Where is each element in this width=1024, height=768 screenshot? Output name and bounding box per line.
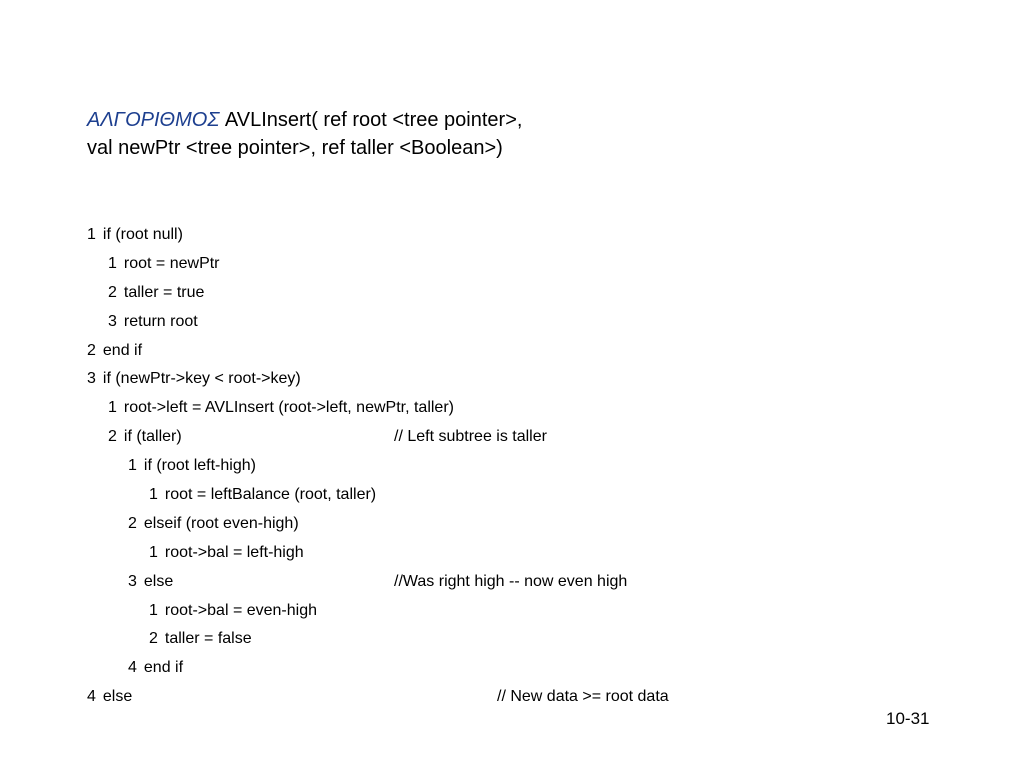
- code-line: [87, 512, 967, 541]
- code-line: [87, 656, 967, 685]
- line-number: 2: [128, 514, 137, 532]
- code-text: end if: [143, 659, 184, 677]
- code-line: [87, 367, 967, 396]
- code-line: [87, 627, 967, 656]
- code-text: root = leftBalance (root, taller): [164, 486, 377, 504]
- code-line: [87, 599, 967, 628]
- pseudocode-block: [87, 223, 967, 714]
- code-text: if (root null): [102, 226, 183, 243]
- code-text: root->bal = left-high: [164, 543, 304, 561]
- line-number: 3: [128, 572, 137, 590]
- code-line: [87, 223, 967, 252]
- title-signature-line-1: AVLInsert( ref root <tree pointer>,: [219, 109, 523, 131]
- code-comment: // Left subtree is taller: [394, 428, 547, 446]
- line-number: 2: [108, 428, 117, 446]
- algorithm-title: [87, 106, 967, 162]
- title-signature-line-2: val newPtr <tree pointer>, ref taller <Boolean>): [87, 137, 503, 159]
- code-comment: //Was right high -- now even high: [394, 572, 628, 590]
- code-text: taller = true: [123, 283, 205, 301]
- line-number: 1: [128, 457, 137, 475]
- code-line: [87, 425, 967, 454]
- line-number: 1: [149, 543, 158, 561]
- line-number: 1: [87, 226, 96, 243]
- line-number: 3: [108, 312, 117, 330]
- code-line: [87, 310, 967, 339]
- code-line: [87, 252, 967, 281]
- code-text: root->bal = even-high: [164, 601, 318, 619]
- line-number: 2: [87, 341, 96, 359]
- code-text: if (taller): [123, 428, 182, 446]
- code-text: else: [143, 572, 174, 590]
- code-text: if (root left-high): [143, 457, 256, 475]
- code-line: [87, 339, 967, 368]
- title-keyword: ΑΛΓΟΡΙΘΜΟΣ: [87, 109, 220, 131]
- line-number: 4: [128, 659, 137, 677]
- code-text: if (newPtr->key < root->key): [102, 370, 301, 388]
- code-line: [87, 685, 967, 714]
- code-text: end if: [102, 341, 143, 359]
- code-text: root->left = AVLInsert (root->left, newPtr, taller): [123, 399, 454, 417]
- code-text: elseif (root even-high): [143, 514, 299, 532]
- line-number: 1: [149, 601, 158, 619]
- line-number: 1: [149, 486, 158, 504]
- code-text: root = newPtr: [123, 254, 220, 272]
- line-number: 3: [87, 370, 96, 388]
- line-number: 1: [108, 399, 117, 417]
- code-line: [87, 454, 967, 483]
- line-number: 4: [87, 688, 96, 706]
- code-text: return root: [123, 312, 198, 330]
- page-number: 10-31: [886, 709, 930, 728]
- code-text: else: [102, 688, 133, 706]
- code-line: [87, 396, 967, 425]
- code-line: [87, 570, 967, 599]
- line-number: 2: [149, 630, 158, 648]
- code-line: [87, 281, 967, 310]
- code-text: taller = false: [164, 630, 252, 648]
- line-number: 2: [108, 283, 117, 301]
- line-number: 1: [108, 254, 117, 272]
- code-comment: // New data >= root data: [497, 688, 669, 706]
- code-line: [87, 483, 967, 512]
- code-line: [87, 541, 967, 570]
